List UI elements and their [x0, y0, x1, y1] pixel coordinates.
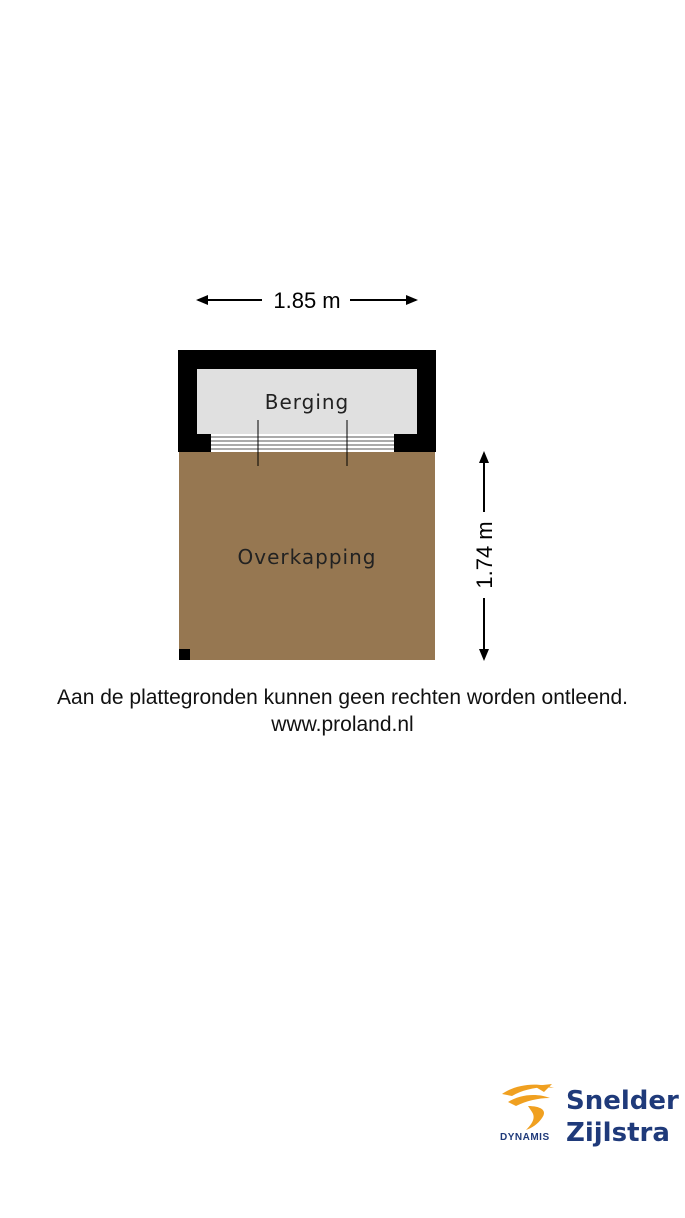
width-label: 1.85 m — [273, 288, 341, 313]
room-label-overkapping: Overkapping — [237, 545, 377, 569]
width-dimension — [196, 288, 418, 313]
swirl-logo-icon — [498, 1080, 560, 1130]
height-dimension — [472, 451, 497, 661]
logo-name-line2: Zijlstra — [566, 1118, 670, 1148]
room-label-berging: Berging — [264, 390, 350, 414]
logo-name-line1: Snelder — [566, 1086, 679, 1116]
disclaimer-text: Aan de plattegronden kunnen geen rechten worden ontleend. — [57, 686, 628, 709]
height-label: 1.74 m — [472, 521, 497, 589]
company-logo — [496, 1080, 679, 1150]
corner-post — [179, 649, 190, 660]
logo-subtitle: DYNAMIS — [500, 1132, 550, 1143]
website-text: www.proland.nl — [271, 713, 414, 736]
